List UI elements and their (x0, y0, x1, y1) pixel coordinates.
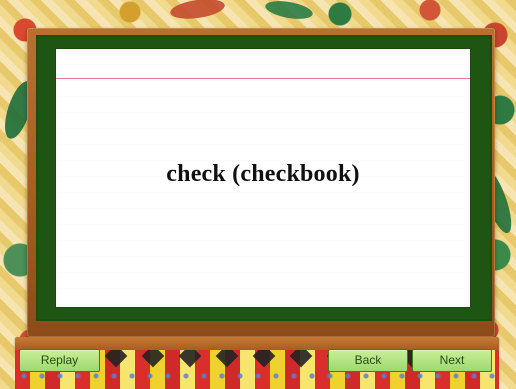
flashcard-word: check (checkbook) (166, 161, 360, 187)
next-button[interactable]: Next (412, 349, 492, 372)
decor-flower-top-left (169, 0, 226, 22)
strip-pattern (142, 350, 165, 367)
strip-pattern (290, 350, 313, 367)
replay-button[interactable]: Replay (19, 349, 100, 372)
strip-pattern (179, 350, 202, 367)
strip-pattern (253, 350, 276, 367)
back-button[interactable]: Back (328, 349, 408, 372)
flashcard (56, 49, 470, 307)
decor-leaf-top (264, 0, 314, 22)
strip-dot-row (15, 372, 499, 380)
strip-pattern (105, 350, 128, 367)
strip-pattern (216, 350, 239, 367)
